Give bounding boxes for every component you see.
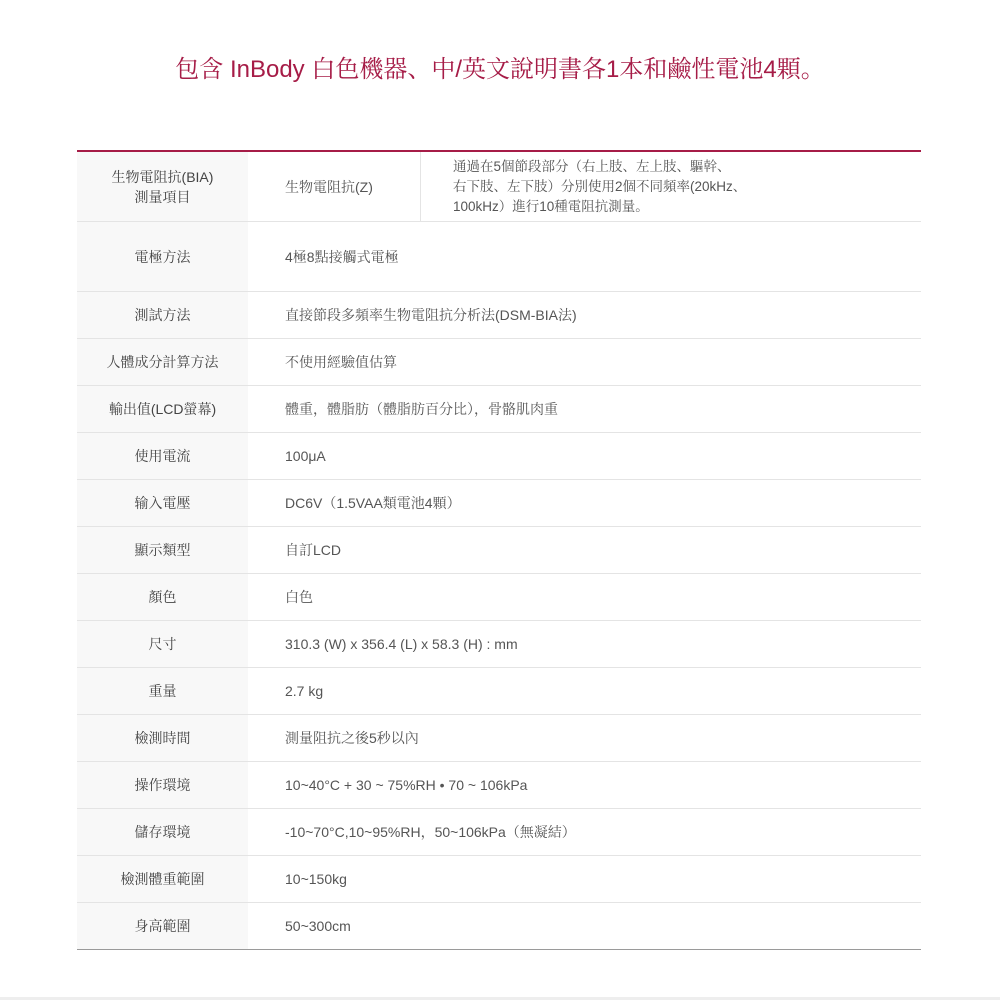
spec-value: 50~300cm	[285, 918, 351, 934]
spec-row	[77, 574, 921, 621]
spec-label: 身高範圍	[77, 903, 248, 949]
spec-value: 測量阻抗之後5秒以內	[285, 730, 419, 746]
spec-label: 人體成分計算方法	[77, 339, 248, 385]
bia-measurement-item: 生物電阻抗(Z)	[285, 178, 373, 195]
bia-description-line: 100kHz）進行10種電阻抗測量。	[453, 198, 649, 214]
spec-label: 檢測體重範圍	[77, 856, 248, 902]
spec-row	[77, 292, 921, 339]
spec-value: 100μA	[285, 448, 326, 464]
spec-label: 顯示類型	[77, 527, 248, 573]
spec-value: 不使用經驗值估算	[285, 354, 397, 370]
spec-row-bia	[77, 152, 921, 222]
bia-description-line: 通過在5個節段部分（右上肢、左上肢、驅幹、	[453, 158, 731, 174]
spec-row	[77, 809, 921, 856]
spec-table	[77, 150, 921, 950]
spec-label: 測試方法	[77, 292, 248, 338]
spec-label: 輸出值(LCD螢幕)	[77, 386, 248, 432]
spec-value: DC6V（1.5VAA類電池4顆）	[285, 495, 461, 511]
spec-label: 儲存環境	[77, 809, 248, 855]
spec-label: 檢測時間	[77, 715, 248, 761]
spec-value: 自訂LCD	[285, 542, 342, 558]
spec-value: 310.3 (W) x 356.4 (L) x 58.3 (H) : mm	[285, 636, 518, 652]
spec-label: 输入電壓	[77, 480, 248, 526]
spec-label: 尺寸	[77, 621, 248, 667]
spec-row	[77, 433, 921, 480]
spec-row	[77, 856, 921, 903]
spec-value: -10~70°C,10~95%RH，50~106kPa（無凝結）	[285, 824, 576, 840]
spec-row	[77, 480, 921, 527]
bia-description-line: 右下肢、左下肢）分別使用2個不同頻率(20kHz、	[453, 178, 747, 194]
spec-label: 電極方法	[77, 222, 248, 291]
spec-value: 10~150kg	[285, 871, 347, 887]
spec-row	[77, 527, 921, 574]
bia-description	[420, 152, 921, 221]
page-title: 包含 InBody 白色機器、中/英文說明書各1本和鹼性電池4顆。	[175, 56, 825, 83]
spec-row	[77, 715, 921, 762]
spec-value: 白色	[285, 589, 313, 605]
spec-row	[77, 668, 921, 715]
spec-row	[77, 222, 921, 292]
spec-value: 體重，體脂肪（體脂肪百分比），骨骼肌肉重	[285, 401, 558, 417]
spec-value: 4極8點接觸式電極	[285, 248, 399, 265]
spec-value: 直接節段多頻率生物電阻抗分析法(DSM-BIA法)	[285, 307, 577, 323]
spec-label: 使用電流	[77, 433, 248, 479]
spec-row	[77, 339, 921, 386]
spec-label: 顏色	[77, 574, 248, 620]
spec-row	[77, 903, 921, 950]
spec-label-line: 生物電阻抗(BIA)	[111, 168, 214, 185]
spec-row	[77, 386, 921, 433]
spec-label-line: 測量項目	[134, 188, 191, 205]
spec-row	[77, 762, 921, 809]
spec-value: 10~40°C + 30 ~ 75%RH • 70 ~ 106kPa	[285, 777, 528, 793]
spec-value: 2.7 kg	[285, 683, 324, 699]
spec-row	[77, 621, 921, 668]
spec-value	[248, 152, 921, 221]
spec-label: 操作環境	[77, 762, 248, 808]
spec-label: 重量	[77, 668, 248, 714]
spec-label	[77, 152, 248, 221]
